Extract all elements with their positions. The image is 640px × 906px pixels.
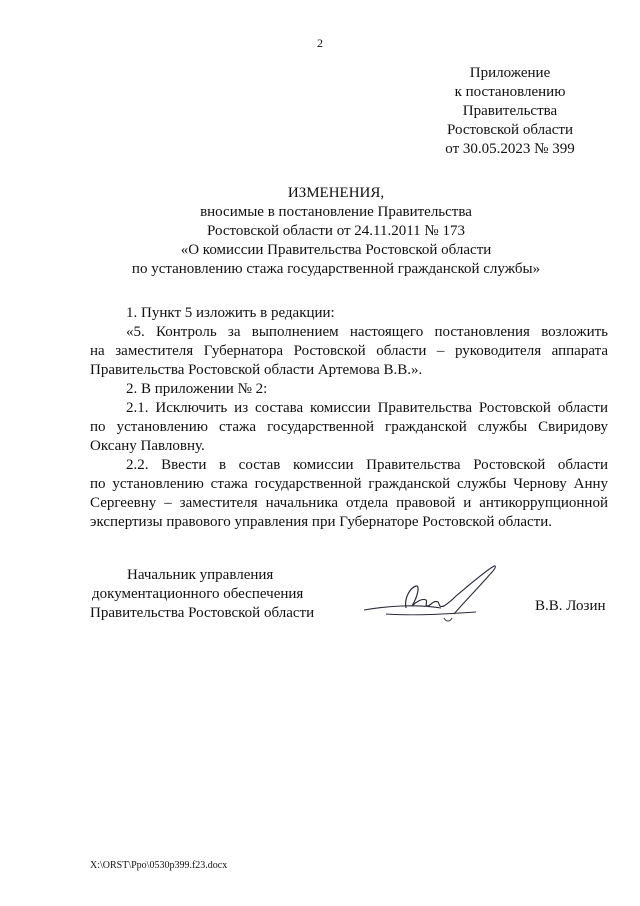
- item-1-heading: 1. Пункт 5 изложить в редакции:: [126, 305, 335, 321]
- body-line: 2.2. Ввести в состав комиссии Правительства Ростовской области: [126, 457, 608, 473]
- title-line: вносимые в постановление Правительства: [200, 204, 472, 220]
- document-body: [90, 304, 608, 532]
- item-1-text: [90, 323, 608, 380]
- appendix-line: Ростовской области: [447, 122, 573, 138]
- item-2-heading: 2. В приложении № 2:: [126, 381, 268, 397]
- body-line: на заместителя Губернатора Ростовской области – руководителя аппарата: [90, 343, 608, 359]
- handwritten-signature: [346, 562, 506, 632]
- body-line: Правительства Ростовской области Артемова В.В.».: [90, 362, 423, 378]
- body-line: «5. Контроль за выполнением настоящего постановления возложить: [126, 324, 608, 340]
- appendix-block: [420, 64, 600, 159]
- title-line: по установлению стажа государственной гражданской службы»: [131, 261, 541, 277]
- signatory-position: [90, 566, 340, 623]
- position-line: Правительства Ростовской области: [90, 605, 315, 621]
- item-2-2-text: [90, 456, 608, 532]
- body-line: 2.1. Исключить из состава комиссии Правительства Ростовской области: [126, 400, 608, 416]
- position-line: документационного обеспечения: [92, 586, 304, 602]
- body-line: по установлению стажа государственной гражданской службы Чернову Анну: [90, 476, 608, 492]
- appendix-line: Правительства: [462, 103, 558, 119]
- item-2-1-text: [90, 399, 608, 456]
- title-line: Ростовской области от 24.11.2011 № 173: [206, 223, 465, 239]
- document-title: [96, 184, 576, 279]
- appendix-line: к постановлению: [454, 84, 566, 100]
- signer-name: В.В. Лозин: [535, 598, 606, 614]
- body-line: экспертизы правового управления при Губернаторе Ростовской области.: [90, 514, 552, 530]
- file-path-footer: X:\ORST\Ppo\0530p399.f23.docx: [90, 860, 228, 871]
- appendix-line: Приложение: [469, 65, 551, 81]
- appendix-line: от 30.05.2023 № 399: [445, 141, 575, 157]
- body-line: Сергеевну – заместителя начальника отдела правовой и антикоррупционной: [90, 495, 608, 511]
- page-number: 2: [317, 36, 323, 50]
- position-line: Начальник управления: [127, 567, 274, 583]
- title-line: «О комиссии Правительства Ростовской области: [180, 242, 492, 258]
- body-line: по установлению стажа государственной гражданской службы Свиридову: [90, 419, 608, 435]
- title-heading: ИЗМЕНЕНИЯ,: [287, 185, 385, 201]
- body-line: Оксану Павловну.: [90, 438, 205, 454]
